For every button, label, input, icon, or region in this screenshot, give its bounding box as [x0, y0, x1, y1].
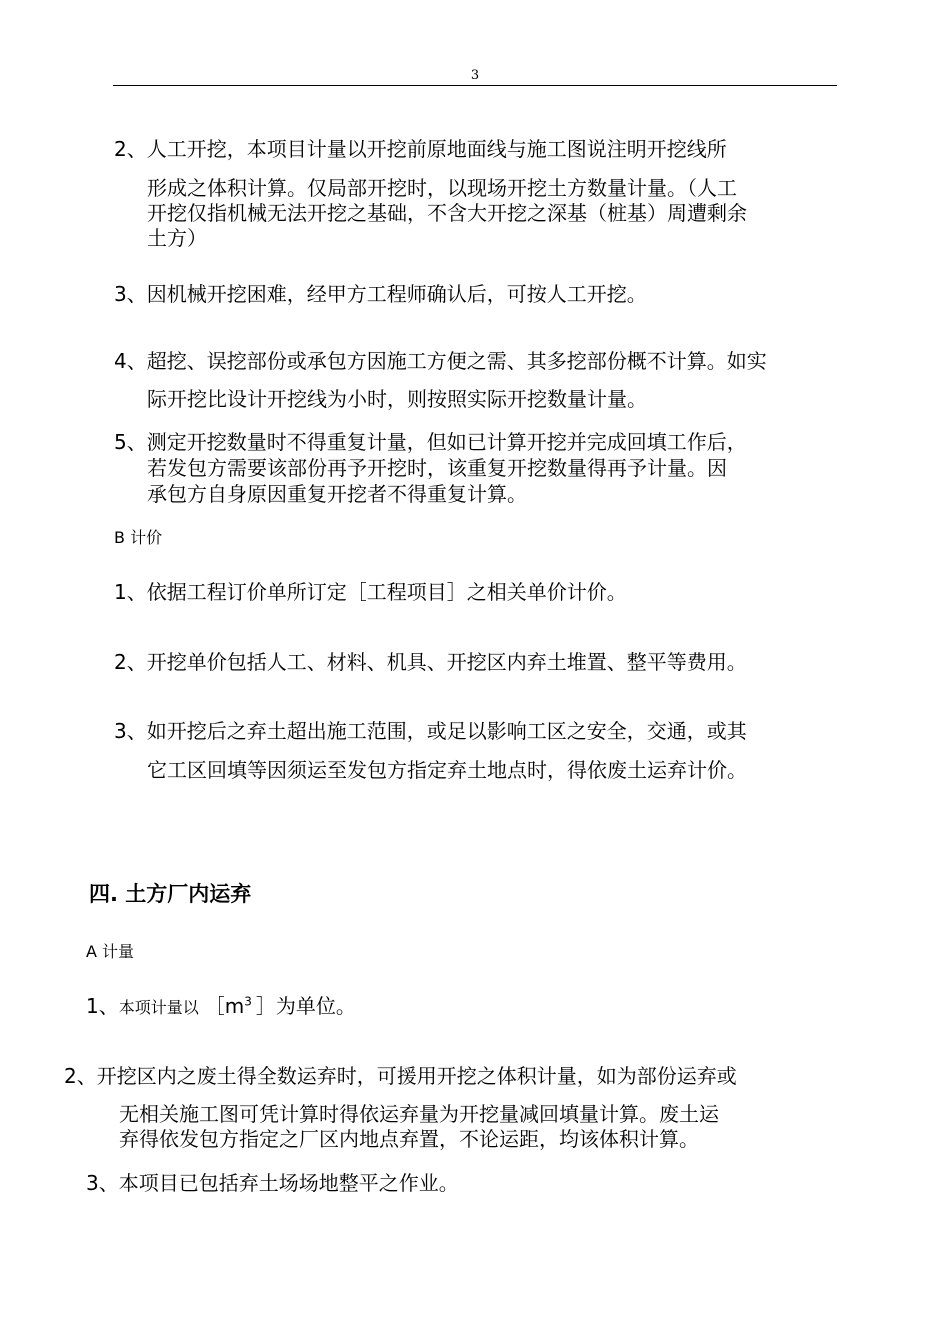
price-item-3-line-1: 3、如开挖后之弃土超出施工范围，或足以影响工区之安全，交通，或其	[114, 719, 747, 743]
section-4-measure-heading: A 计量	[86, 942, 135, 961]
measure-item-2-line-3: 开挖仅指机械无法开挖之基础，不含大开挖之深基（桩基）周遭剩余	[147, 201, 747, 225]
price-item-1-line-1: 1、依据工程订价单所订定［工程项目］之相关单价计价。	[114, 580, 627, 604]
section-4-item-1	[86, 994, 356, 1020]
section-4-item-2-line-3: 弃得依发包方指定之厂区内地点弃置，不论运距，均该体积计算。	[119, 1127, 699, 1151]
measure-item-2-line-2: 形成之体积计算。仅局部开挖时，以现场开挖土方数量计量。（人工	[147, 176, 737, 200]
price-item-2-line-1: 2、开挖单价包括人工、材料、机具、开挖区内弃土堆置、整平等费用。	[114, 650, 747, 674]
measure-item-5-line-3: 承包方自身原因重复开挖者不得重复计算。	[147, 482, 527, 506]
section-4-item-3-line-1: 3、本项目已包括弃土场场地整平之作业。	[86, 1171, 459, 1195]
section-4-item-1-text: 本项计量以	[118, 998, 199, 1017]
section-4-item-2-line-2: 无相关施工图可凭计算时得依运弃量为开挖量减回填量计算。废土运	[119, 1102, 719, 1126]
measure-item-2-line-4: 土方）	[147, 226, 207, 250]
measure-item-5-line-1: 5、测定开挖数量时不得重复计量，但如已计算开挖并完成回填工作后，	[114, 430, 747, 454]
unit-symbol: m	[224, 994, 245, 1018]
price-heading: B 计价	[114, 528, 163, 547]
page-number: 3	[470, 68, 480, 83]
measure-item-2-line-1: 2、人工开挖，本项目计量以开挖前原地面线与施工图说注明开挖线所	[114, 137, 727, 161]
measure-item-4-line-2: 际开挖比设计开挖线为小时，则按照实际开挖数量计量。	[147, 387, 647, 411]
unit-superscript: 3	[244, 994, 252, 1009]
measure-item-3-line-1: 3、因机械开挖困难，经甲方工程师确认后，可按人工开挖。	[114, 282, 647, 306]
section-4-item-1-prefix: 1、	[86, 994, 119, 1018]
section-4-item-1-bracket-open: ［	[204, 994, 225, 1018]
section-4-item-2-line-1: 2、开挖区内之废土得全数运弃时，可援用开挖之体积计量，如为部份运弃或	[64, 1064, 737, 1088]
section-4-title: 四. 土方厂内运弃	[89, 882, 252, 906]
measure-item-4-line-1: 4、超挖、误挖部份或承包方因施工方便之需、其多挖部份概不计算。如实	[114, 349, 767, 373]
section-4-item-1-bracket-close: ］	[255, 994, 276, 1018]
section-4-item-1-suffix: 为单位。	[275, 994, 356, 1018]
header-rule	[113, 85, 837, 86]
measure-item-5-line-2: 若发包方需要该部份再予开挖时，该重复开挖数量得再予计量。因	[147, 456, 727, 480]
unit-cubic-meter	[225, 994, 252, 1018]
price-item-3-line-2: 它工区回填等因须运至发包方指定弃土地点时，得依废土运弃计价。	[147, 758, 747, 782]
